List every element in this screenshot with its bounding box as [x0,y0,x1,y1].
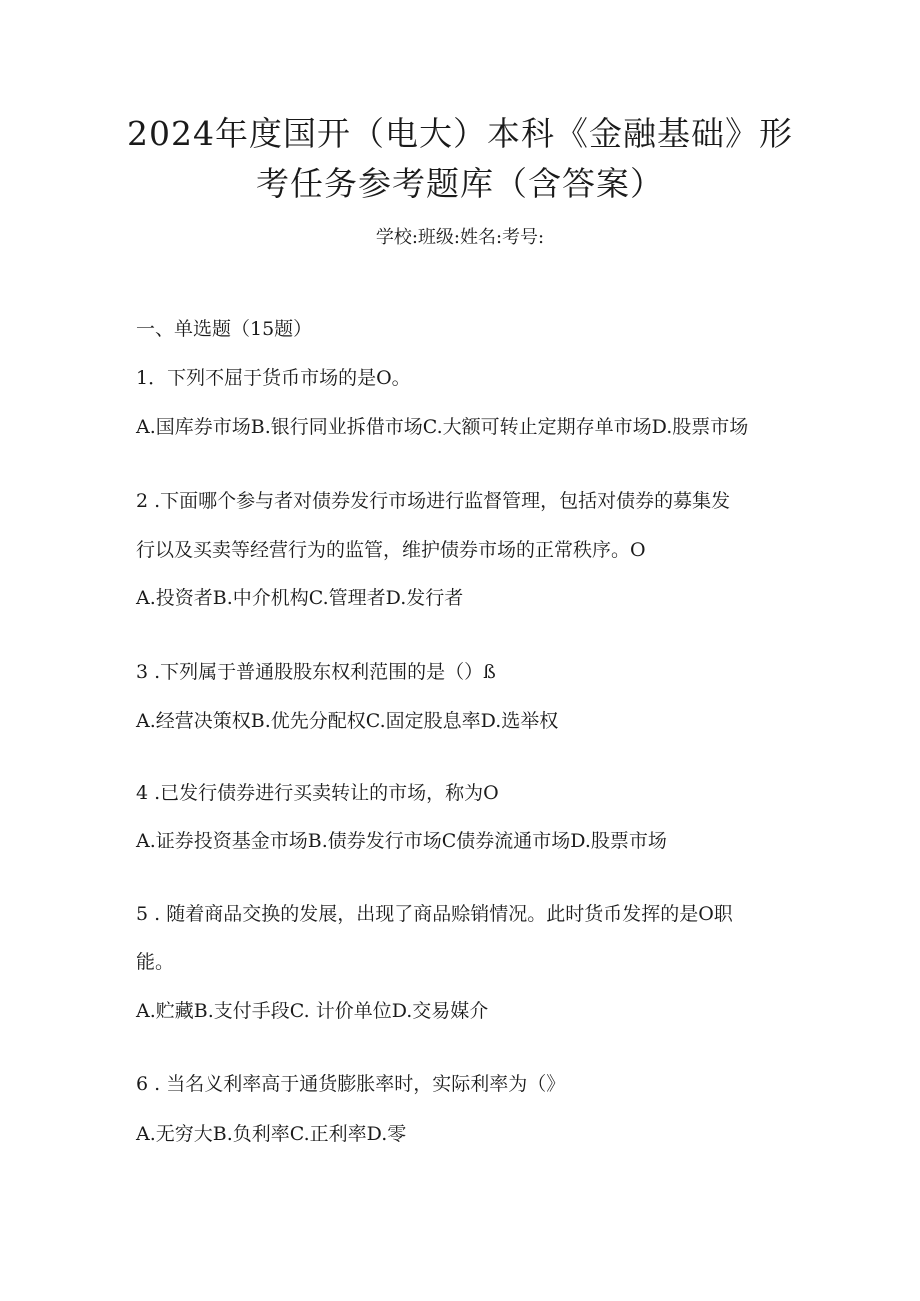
question-4-options: A.证券投资基金市场B.债券发行市场C债券流通市场D.股票市场 [136,830,667,852]
section-heading: 一、单选题（15题） [136,318,313,340]
question-2-options: A.投资者B.中介机构C.管理者D.发行者 [136,587,464,609]
student-info-line: 学校:班级:姓名:考号: [375,227,545,248]
question-3-options: A.经营决策权B.优先分配权C.固定股息率D.选举权 [136,710,559,732]
question-5-options: A.贮藏B.支付手段C. 计价单位D.交易媒介 [136,1000,489,1022]
question-2-text-line-1: 2 .下面哪个参与者对债券发行市场进行监督管理，包括对债券的募集发 [136,490,731,512]
question-1-text: 1．下列不屈于货币市场的是O。 [136,367,411,389]
question-6-options: A.无穷大B.负利率C.正利率D.零 [136,1123,407,1145]
question-3-text: 3 .下列属于普通股股东权利范围的是（）ß [136,661,496,683]
question-1-options: A.国库券市场B.银行同业拆借市场C.大额可转止定期存单市场D.股票市场 [136,416,749,438]
document-title-line-1: 2024年度国开（电大）本科《金融基础》形 [127,114,793,153]
question-5-text-line-2: 能。 [136,951,175,973]
question-5-text-line-1: 5 . 随着商品交换的发展，出现了商品赊销情况。此时货币发挥的是O职 [136,903,733,925]
question-4-text: 4 .已发行债券进行买卖转让的市场，称为O [136,782,499,804]
document-title-line-2: 考任务参考题库（含答案） [256,164,664,203]
question-6-text: 6 . 当名义利率高于通货膨胀率时，实际利率为（》 [136,1073,566,1095]
question-2-text-line-2: 行以及买卖等经营行为的监管，维护债券市场的正常秩序。O [136,539,646,561]
